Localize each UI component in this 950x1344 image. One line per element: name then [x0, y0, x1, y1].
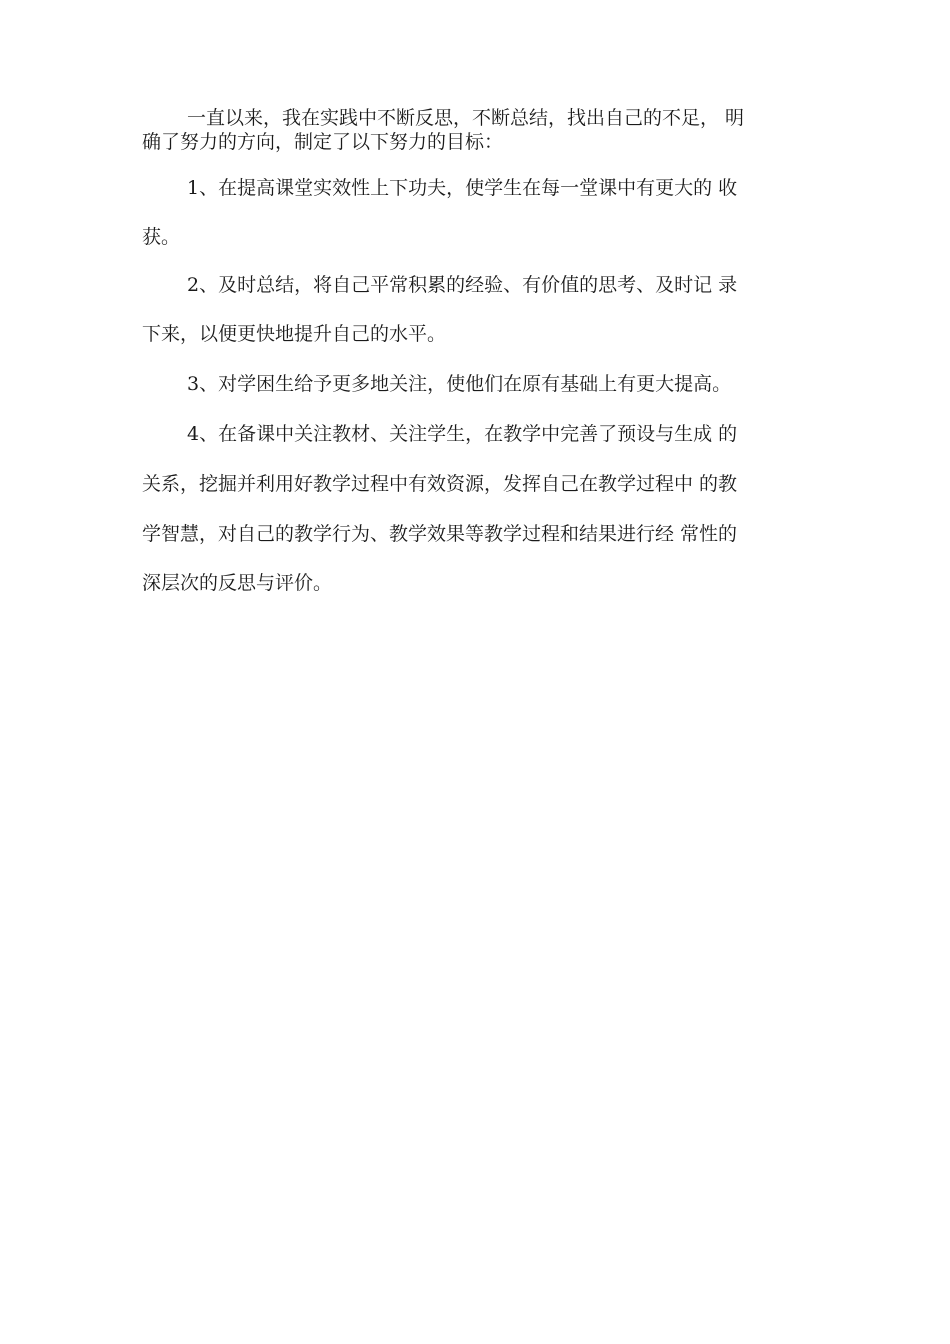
paragraph-5-line-4: 深层次的反思与评价。	[142, 572, 333, 594]
paragraph-3-line-2: 下来，以便更快地提升自己的水平。	[142, 323, 447, 345]
paragraph-1-line-2: 确了努力的方向，制定了以下努力的目标：	[142, 131, 504, 153]
paragraph-2-line-2: 获。	[142, 226, 181, 248]
paragraph-3-line-1: 2、及时总结，将自己平常积累的经验、有价值的思考、及时记 录	[187, 274, 738, 296]
paragraph-5-line-1: 4、在备课中关注教材、关注学生，在教学中完善了预设与生成 的	[187, 423, 738, 445]
paragraph-5-line-3: 学智慧，对自己的教学行为、教学效果等教学过程和结果进行经 常性的	[142, 523, 738, 545]
paragraph-4-line-1: 3、对学困生给予更多地关注，使他们在原有基础上有更大提高。	[187, 373, 732, 395]
paragraph-1-line-1: 一直以来，我在实践中不断反思，不断总结，找出自己的不足， 明	[187, 107, 745, 129]
paragraph-2-line-1: 1、在提高课堂实效性上下功夫，使学生在每一堂课中有更大的 收	[187, 177, 738, 199]
paragraph-5-line-2: 关系，挖掘并利用好教学过程中有效资源，发挥自己在教学过程中 的教	[142, 473, 738, 495]
